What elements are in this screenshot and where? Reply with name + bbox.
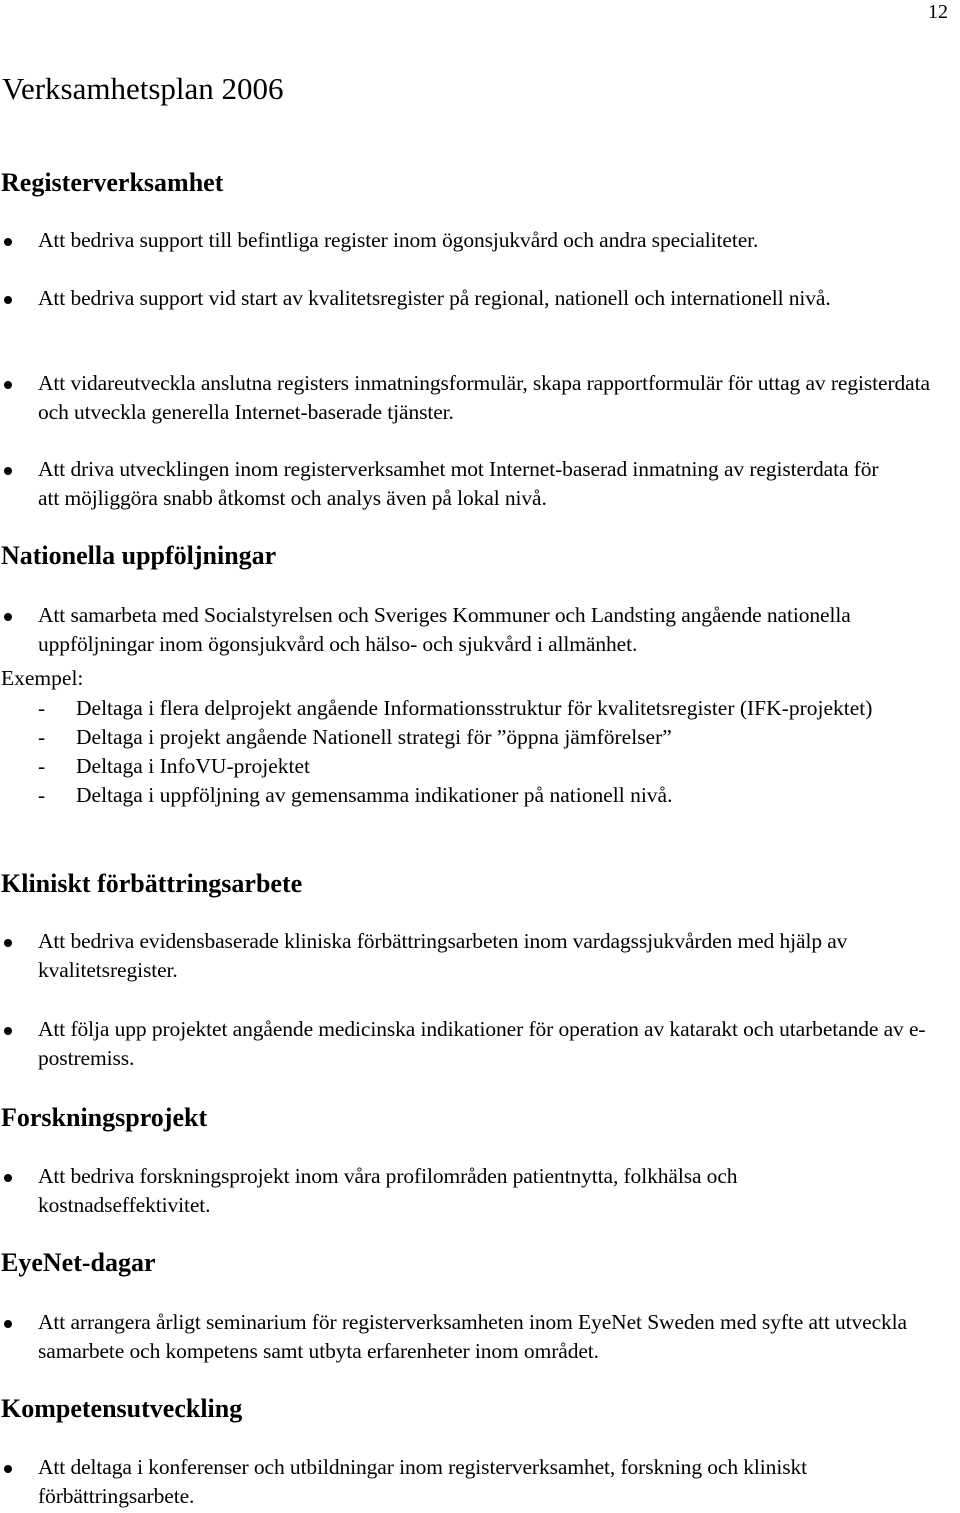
list-item [0, 1015, 958, 1073]
bullet-icon [4, 613, 12, 621]
list-item [0, 694, 958, 723]
heading-kliniskt-forbattringsarbete: Kliniskt förbättringsarbete [1, 869, 303, 898]
list-item-text: Att vidareutveckla anslutna registers inmatningsformulär, skapa rapportformulär för uttag av registerdata och utveckla generella Internet-baserade tjänster. [38, 371, 930, 424]
list-item-text: Att arrangera årligt seminarium för registerverksamheten inom EyeNet Sweden med syfte att utveckla samarbete och kompetens samt utbyta erfarenheter inom området. [38, 1310, 907, 1363]
list-item-text: Att driva utvecklingen inom registerverksamhet mot Internet-baserad inmatning av registerdata för att möjliggöra snabb åtkomst och analys även på lokal nivå. [38, 457, 879, 510]
list-item [0, 601, 958, 659]
list-item [0, 284, 958, 313]
list-item [0, 781, 958, 810]
dash-marker: - [38, 754, 46, 778]
bullet-icon [4, 467, 12, 475]
list-item-text: Deltaga i uppföljning av gemensamma indikationer på nationell nivå. [76, 783, 673, 807]
list-item-text: Deltaga i projekt angående Nationell strategi för ”öppna jämförelser” [76, 725, 672, 749]
list-item-text: Att bedriva support vid start av kvalitetsregister på regional, nationell och internationell nivå. [38, 286, 831, 310]
list-item-text: Att bedriva forskningsprojekt inom våra profilområden patientnytta, folkhälsa och kostnadseffektivitet. [38, 1164, 738, 1217]
list-item-text: Att bedriva evidensbaserade kliniska förbättringsarbeten inom vardagssjukvården med hjälp av kvalitetsregister. [38, 929, 848, 982]
list-item [0, 723, 958, 752]
page-number: 12 [928, 1, 948, 23]
bullet-icon [4, 238, 12, 246]
bullet-icon [4, 296, 12, 304]
list-item-text: Att följa upp projektet angående medicinska indikationer för operation av katarakt och utarbetande av e-postremiss. [38, 1017, 926, 1070]
dash-marker: - [38, 783, 46, 807]
list-item [0, 1162, 958, 1220]
bullet-icon [4, 939, 12, 947]
list-item-text: Att samarbeta med Socialstyrelsen och Sveriges Kommuner och Landsting angående nationella uppföljningar inom ögonsjukvård och hälso- och sjukvård i allmänhet. [38, 603, 851, 656]
bullet-icon [4, 381, 12, 389]
heading-nationella-uppfoljningar: Nationella uppföljningar [1, 541, 277, 570]
dash-marker: - [38, 696, 46, 720]
bullet-icon [4, 1465, 12, 1473]
dash-marker: - [38, 725, 46, 749]
example-list [0, 694, 958, 810]
bullet-icon [4, 1174, 12, 1182]
list-item-text: Deltaga i flera delprojekt angående Informationsstruktur för kvalitetsregister (IFK-projektet) [76, 696, 873, 720]
heading-kompetensutveckling: Kompetensutveckling [1, 1394, 243, 1423]
list-item-text: Deltaga i InfoVU-projektet [76, 754, 311, 778]
list-item [0, 927, 958, 985]
list-item [0, 226, 958, 255]
list-item-text: Att deltaga i konferenser och utbildningar inom registerverksamhet, forskning och kliniskt förbättringsarbete. [38, 1455, 807, 1508]
bullet-icon [4, 1320, 12, 1328]
heading-forskningsprojekt: Forskningsprojekt [1, 1103, 208, 1132]
list-item [0, 752, 958, 781]
heading-eyenet-dagar: EyeNet-dagar [1, 1248, 156, 1277]
list-item [0, 455, 958, 513]
list-item [0, 1308, 958, 1366]
list-item [0, 1453, 958, 1511]
bullet-icon [4, 1027, 12, 1035]
example-label: Exempel: [1, 666, 84, 690]
document-title: Verksamhetsplan 2006 [2, 71, 284, 106]
list-item-text: Att bedriva support till befintliga register inom ögonsjukvård och andra specialiteter. [38, 228, 759, 252]
heading-registerverksamhet: Registerverksamhet [1, 168, 224, 197]
list-item [0, 369, 958, 427]
